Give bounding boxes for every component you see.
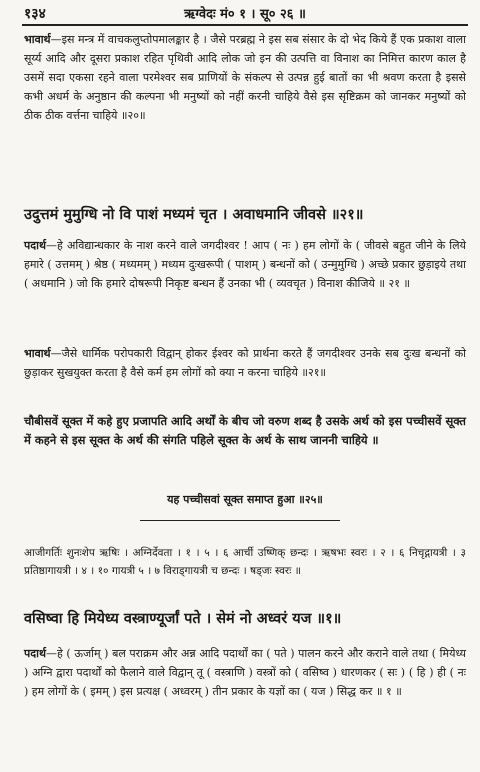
- bhavartha-text: —जैसे धार्मिक परोपकारी विद्वान् होकर ईश्वर को प्रार्थना करते हैं जगदीश्वर उनके सब दुःख बन्धनों को छुड़ाकर सुखयुक्त करता है वैसे कर्म हम लोगों को क्या न करना चाहिये ॥२१॥: [24, 347, 466, 379]
- running-title: ऋग्वेदः मं० १ । सू० २६ ॥: [184, 7, 306, 22]
- bhavartha-text: —इस मन्त्र में वाचकलुप्तोपमालङ्कार है । जैसे परब्रह्म ने इस सब संसार के दो भेद किये हैं एक प्रकाश वाला सूर्य्य आदि और दूसरा प्रकाश रहित पृथिवी आदि लोक जो इन की उत्पत्ति वा विनाश का निमित्त कारण काल है उसमें सदा एकसा रहने वाला परमेश्वर सब प्राणियों के संकल्प से उत्पन्न हुई बातों का भी श्रवण करता है इससे कभी अधर्म के अनुष्ठान की कल्पना भी मनुष्यों को नहीं करनी चाहिये वैसे इस सृष्टिक्रम को जानकर मनुष्यों को ठीक ठीक वर्त्तना चाहिये ॥२०॥: [24, 33, 466, 122]
- padartha-text: —हे अविद्यान्धकार के नाश करने वाले जगदीश्वर ! आप ( नः ) हम लोगों के ( जीवसे बहुत जीने के लिये हमारे ( उत्तमम् ) श्रेष्ठ ( मध्यमम् ) मध्यम दुःखरूपी ( पाशम् ) बन्धनों को ( उन्मुमुग्धि ) अच्छे प्रकार छुड़ाइये तथा ( अधमानि ) जो कि हमारे दोषरूपी निकृष्ट बन्धन हैं उनका भी ( व्यवचृत ) विनाश कीजिये ॥ २१ ॥: [24, 239, 466, 290]
- header-rule: [22, 24, 468, 26]
- sukta-summary: [24, 412, 466, 478]
- page-number: १३४: [24, 6, 46, 22]
- summary-text: चौबीसवें सूक्त में कहे हुए प्रजापति आदि अर्थों के बीच जो वरुण शब्द है उसके अर्थ को इस पच्चीसवें सूक्त में कहने से इस सूक्त के अर्थ की संगति पहिले सूक्त के अर्थ के साथ जाननी चाहिये ॥: [24, 414, 466, 447]
- section-divider: [140, 520, 340, 521]
- bhavartha-label: भावार्थ: [24, 347, 51, 360]
- padartha-label: पदार्थ: [24, 239, 46, 252]
- page-header: [24, 4, 466, 22]
- mantra-21: उदुत्तमं मुमुग्धि नो वि पाशं मध्यमं चृत । अवाधमानि जीवसे ॥२१॥: [24, 206, 364, 223]
- bhavartha-20: [24, 30, 466, 200]
- padartha-21: [24, 236, 466, 342]
- bhavartha-21: [24, 344, 466, 406]
- rishi-info-text: आजीगर्तिः शुनःशेप ऋषिः । अग्निर्देवता । १ । ५ । ६ आर्ची उष्णिक् छन्दः । ऋषभः स्वरः । २ । ६ निचृद्गायत्री । ३ प्रतिष्ठागायत्री । ४ । १० गायत्री ५ । ७ विराड्गायत्री च छन्दः । षड्जः स्वरः ॥: [24, 547, 466, 577]
- rishi-devata-info: [24, 544, 466, 604]
- padartha-1: [24, 644, 466, 764]
- padartha-label: पदार्थ: [24, 647, 46, 660]
- padartha-text: —हे ( ऊर्जाम् ) बल पराक्रम और अन्न आदि पदार्थों का ( पते ) पालन करने और कराने वाले तथा ( मियेध्य ) अग्नि द्वारा पदार्थों को फैलाने वाले विद्वान् तू ( वस्त्राणि ) वस्त्रों को ( वसिष्व ) धारणकर ( सः ) ( हि ) ही ( नः ) हम लोगों के ( इमम् ) इस प्रत्यक्ष ( अध्वरम् ) तीन प्रकार के यज्ञों का ( यज ) सिद्ध कर ॥ १ ॥: [24, 647, 466, 698]
- sukta-end-note: यह पच्चीसवां सूक्त समाप्त हुआ ॥२५॥: [167, 493, 323, 506]
- bhavartha-label: भावार्थ: [24, 33, 51, 46]
- mantra-1: वसिष्वा हि मियेध्य वस्त्राण्यूर्जां पते । सेमं नो अध्वरं यज ॥१॥: [24, 610, 342, 627]
